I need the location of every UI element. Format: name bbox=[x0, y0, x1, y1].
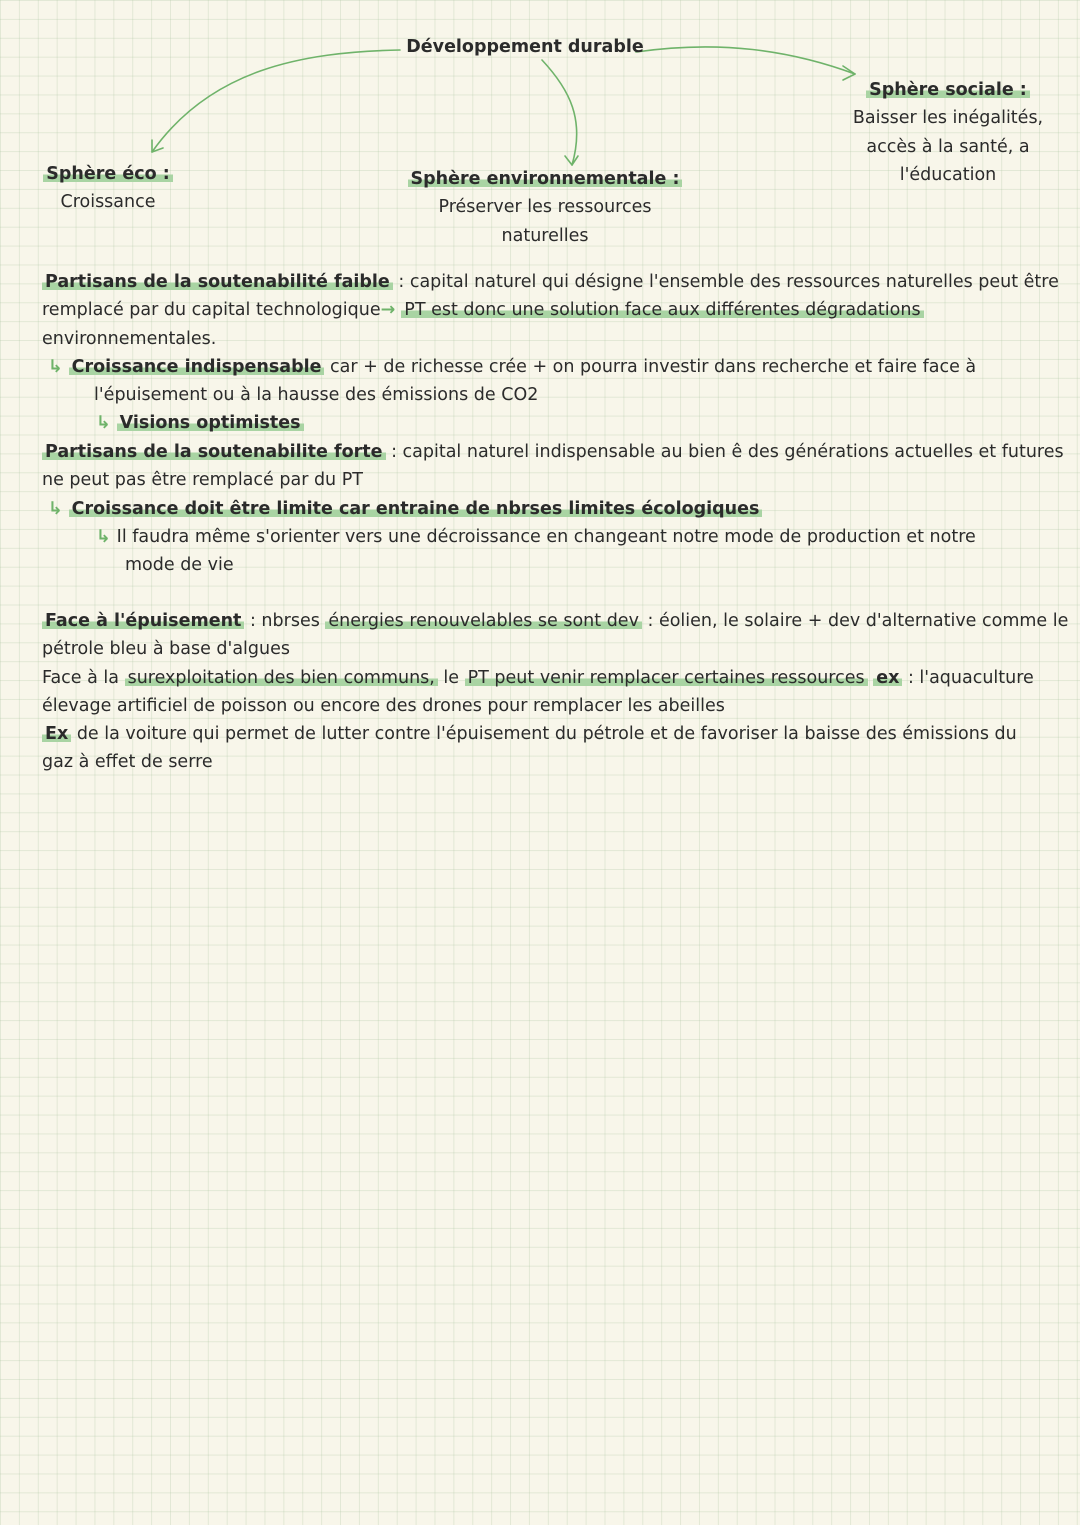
forte-text: ne peut pas être remplacé par du PT bbox=[42, 470, 363, 491]
sphere-social-title: Sphère sociale : bbox=[866, 80, 1030, 100]
arrow-to-env bbox=[542, 60, 577, 165]
sphere-env bbox=[400, 165, 690, 250]
faible-text: : capital naturel qui désigne l'ensemble des ressources naturelles peut être bbox=[392, 272, 1059, 292]
arrow-to-eco bbox=[152, 50, 400, 152]
section-faible bbox=[42, 268, 1059, 438]
sphere-eco-line: Croissance bbox=[60, 192, 156, 213]
arrow-to-social bbox=[636, 47, 855, 74]
exemples-text: Face à la bbox=[42, 667, 125, 688]
exemples-text: élevage artificiel de poisson ou encore des drones pour remplacer les abeilles bbox=[42, 695, 725, 716]
exemples-text: : éolien, le solaire + dev d'alternative comme le bbox=[641, 611, 1069, 631]
sphere-eco bbox=[38, 160, 178, 217]
sub-arrow-icon: ↳ bbox=[48, 356, 63, 377]
sub-arrow-icon: ↳ bbox=[96, 413, 111, 434]
exemples-heading: Face à l'épuisement bbox=[42, 611, 244, 631]
faible-heading: Partisans de la soutenabilité faible bbox=[42, 272, 393, 292]
section-forte bbox=[42, 438, 1064, 579]
exemples-highlight: PT peut venir remplacer certaines ressources bbox=[465, 668, 868, 688]
sub-arrow-icon: ↳ bbox=[96, 526, 111, 547]
exemples-highlight: énergies renouvelables se sont dev bbox=[325, 611, 642, 631]
faible-text: environnementales. bbox=[42, 328, 217, 349]
diagram-center-label: Développement durable bbox=[406, 37, 644, 57]
exemples-text: : l'aquaculture bbox=[902, 667, 1034, 688]
arrow-right-icon: → bbox=[380, 300, 396, 321]
sphere-env-line: Préserver les ressources bbox=[438, 197, 652, 218]
sphere-social-line: Baisser les inégalités, bbox=[852, 108, 1044, 129]
sphere-env-line: naturelles bbox=[501, 225, 589, 246]
faible-text: l'épuisement ou à la hausse des émissions de CO2 bbox=[94, 385, 539, 406]
forte-text: Il faudra même s'orienter vers une décroissance en changeant notre mode de production et notre bbox=[116, 526, 976, 547]
faible-sub-highlight: Croissance indispensable bbox=[69, 357, 325, 377]
faible-text: car + de richesse crée + on pourra investir dans recherche et faire face à bbox=[324, 356, 977, 377]
exemples-text: de la voiture qui permet de lutter contre l'épuisement du pétrole et de favoriser la baisse des émissions du bbox=[71, 724, 1017, 745]
exemples-text: : nbrses bbox=[244, 611, 326, 631]
sphere-social bbox=[838, 76, 1058, 189]
sphere-eco-title: Sphère éco : bbox=[43, 164, 172, 184]
section-exemples bbox=[42, 607, 1068, 777]
exemples-ex-tag: Ex bbox=[42, 724, 71, 744]
exemples-ex-tag: ex bbox=[873, 668, 902, 688]
sphere-social-line: accès à la santé, a bbox=[866, 136, 1030, 157]
forte-text: : capital naturel indispensable au bien ê des générations actuelles et futures bbox=[385, 442, 1064, 462]
forte-heading: Partisans de la soutenabilite forte bbox=[42, 442, 386, 462]
faible-text: remplacé par du capital technologique bbox=[42, 300, 381, 321]
exemples-highlight: surexploitation des bien communs, bbox=[125, 668, 438, 688]
exemples-text: gaz à effet de serre bbox=[42, 752, 213, 773]
faible-subsub: Visions optimistes bbox=[117, 413, 304, 433]
sub-arrow-icon: ↳ bbox=[48, 498, 63, 519]
forte-text: mode de vie bbox=[125, 555, 234, 576]
forte-sub-highlight: Croissance doit être limite car entraine de nbrses limites écologiques bbox=[69, 499, 763, 519]
diagram-center bbox=[400, 33, 650, 61]
sphere-env-title: Sphère environnementale : bbox=[408, 169, 683, 189]
exemples-text: pétrole bleu à base d'algues bbox=[42, 639, 290, 660]
faible-highlight: PT est donc une solution face aux différentes dégradations bbox=[401, 300, 923, 320]
sphere-social-line: l'éducation bbox=[899, 164, 997, 185]
exemples-text: le bbox=[437, 667, 465, 688]
